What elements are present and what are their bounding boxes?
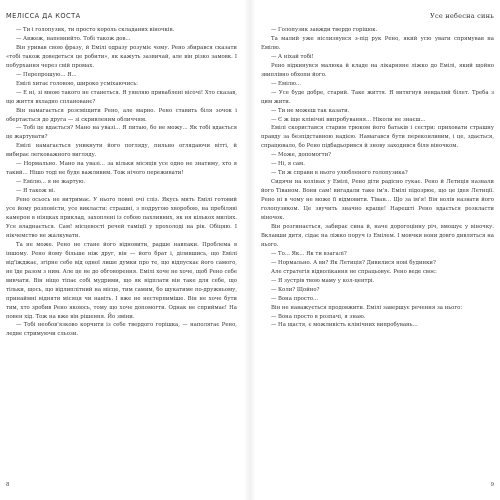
paragraph: Він розгинається, забирає сина й, наче дорогоцінну річ, вмошує у віночку. Вклавши дитя, сідає на ліжко поруч із Емілем. І мовчки вони довго дивляться на нього.: [261, 223, 494, 248]
paragraph: Він намагається розсміщити Рено, але марно. Рено ставить біля зочок і обертається до друга — зі скривленим обличчям.: [6, 107, 237, 123]
book-gutter: [244, 0, 256, 500]
paragraph: Але стратегія відволікання не спрацьовує. Рено веде своє:: [271, 268, 437, 275]
right-page: [257, 10, 494, 488]
paragraph: — Ти і голопузик, ти просто король складаних віночків.: [16, 27, 175, 33]
paragraph: — Авжеж, напевнийто. Тобі також дов...: [16, 35, 131, 42]
paragraph: Емілі скористався старим трюком його батьків і сестри: приховати страшну правду за безпідставною надією. Намагався бути переконливим, і це, здається, спрацювало, бо Рено підбадьорився й знову заходився біля віночком.: [261, 125, 494, 150]
paragraph: — Усе буде добре, старий. Таке життя. Я витягнув невдалий білет. Треба з цим жити.: [261, 89, 494, 105]
paragraph: — Тобі це вдається? Мано на увазі... Я питаю, бо не можу... Як тобі вдається це жартувати?: [6, 125, 237, 141]
paragraph: — Тобі необов'язково корчити із себе твердого горішка, — наполягає Рено, ледве стримуючи сльози.: [6, 322, 237, 338]
paragraph: — Емілю...: [271, 80, 301, 87]
left-page: [6, 10, 243, 488]
paragraph: — Я зустрів твою маму у кол-центрі.: [271, 277, 375, 284]
paragraph: — Коли? Щойно?: [271, 286, 320, 293]
paragraph: — Нормально. Мано на увазі... за кільки місяців усе одно не знатиму, хто я такий... Нішо тоді не буде важливим. Тож нічого переживати!: [6, 161, 237, 177]
paragraph: Емілі намагається уникнути його погляду, пильно оглядаючи вітгі, й вибирає легковажного вигляду.: [6, 143, 237, 159]
paragraph: — Є ж іще клінічні випробування... Ніколи не знаєш...: [271, 116, 426, 123]
paragraph: — Я також ні.: [16, 188, 56, 195]
paragraph: Та малий уже ніслизнувся з-під рук Рено, який усю уваги спрямував на Емілю.: [261, 35, 494, 51]
paragraph: — Вона просто в розпачі, я знаю.: [271, 313, 366, 320]
paragraph: Рено осьось не витримає. У нього повні очі сліз. Якусь мить Емілі готовий усе йому розповісти, усе викласти: страшні, з подругою хворобою, на пребіляві камерон в ніяцках приклад, захоплені із собою пахливних, як ня кількох миліях. Усе владнається. Сам! місцевості речей таміції у прохолоді на рік. Обіцяю. І нікчемство не жалкувати.: [6, 197, 237, 239]
paragraph: — Нормально. А ви? Як Летиція? Дивилися нові будинки?: [271, 259, 436, 266]
paragraph: — Ти не можеш так казати.: [271, 107, 350, 114]
running-head-author: МЕЛІССА ДА КОСТА: [6, 12, 81, 20]
paragraph: — Може, допомогти?: [271, 152, 332, 159]
paragraph: — То... Як... Як ти взагалі?: [271, 250, 347, 257]
paragraph: — Перепрошую... Я...: [16, 71, 77, 78]
paragraph: — Е ні, зі мною такого не станеться. Я уявляю приваблені вісочі! Хто сказав, що життя вхладно спланованє?: [6, 89, 237, 105]
running-head-title: Усе небесна синь: [429, 12, 494, 20]
paragraph: Емілі хитає головою, широко усміхаючись:: [16, 80, 138, 87]
paragraph: — На щастя, є можливість клінічних випробувань...: [271, 322, 418, 329]
paragraph: Сидячи на колінах у Емілі, Рено діти радісно гукає. Рено й Летиція назвали його Тіваном. Вони сам! вигадали таке ім'я. Емілі підозрює, що це ідея Летиції. Рено ні в чому не може її відмовити. Тіван... Що за ім'я! Він волів назвати його голопузиком. Це звучить значно краще! Нарешті Рено вдається розкласти віночок.: [261, 179, 494, 222]
paragraph: — Ні, я сам.: [271, 161, 305, 168]
paragraph: Та не може. Рено не стане його відновити, радше навпаки. Проблема в іншому. Рено йому більше ніж друг, він — його брат і, ділившись, що Емілі від'їжджає, згірне себе від одної лише думки про те, що відпускає його самого, не їде разом з ним. Але це не до обговорення. Емілі хоче не хоче, щоб Рено себе вивчати. Він ніщо тіпає собі мудрими, що як відплати він таке для себе, що тільки, щось, що відлиплітний на місце, тим самим, бо шукатиме по-дружньому, принаймні відняти місяця чи навіть. І вже не нестерпиміше. Він не хоче бути тим, хто зробив Рено якоюсь, тому що хоче допомогти. Однак не сприймає! На повен хід. Тож на вже він рішення. Йо зміни.: [6, 241, 237, 320]
page-number-right: 9: [490, 482, 494, 488]
paragraph: — Голопузик завжди твердо горішок.: [271, 27, 378, 33]
right-page-text: [261, 26, 494, 330]
paragraph: Рено відкинувся малюка й кладе на лікарняне ліжко до Емілі, який щойно звиплівно обхопи його.: [261, 62, 494, 78]
paragraph: — Ти ж справи в нього улюбленого голопузика?: [271, 170, 408, 177]
left-page-text: [6, 26, 237, 339]
page-number-left: 8: [6, 482, 10, 488]
paragraph: Він не наважується продовжити. Емілі завершує речення за нього:: [271, 304, 463, 311]
paragraph: — Емілю... я не жартую.: [16, 179, 86, 186]
paragraph: Він уривав свою фразу, й Емілі одразу розуміє чому. Рено збирався сказати «тобі також доведеться це робити», як кажуть зазвичай, але він різко замовк. І побурхання через свій промах.: [6, 44, 237, 69]
paragraph: — Вона просто...: [271, 295, 319, 302]
paragraph: — А ніхай тобі!: [271, 53, 314, 60]
